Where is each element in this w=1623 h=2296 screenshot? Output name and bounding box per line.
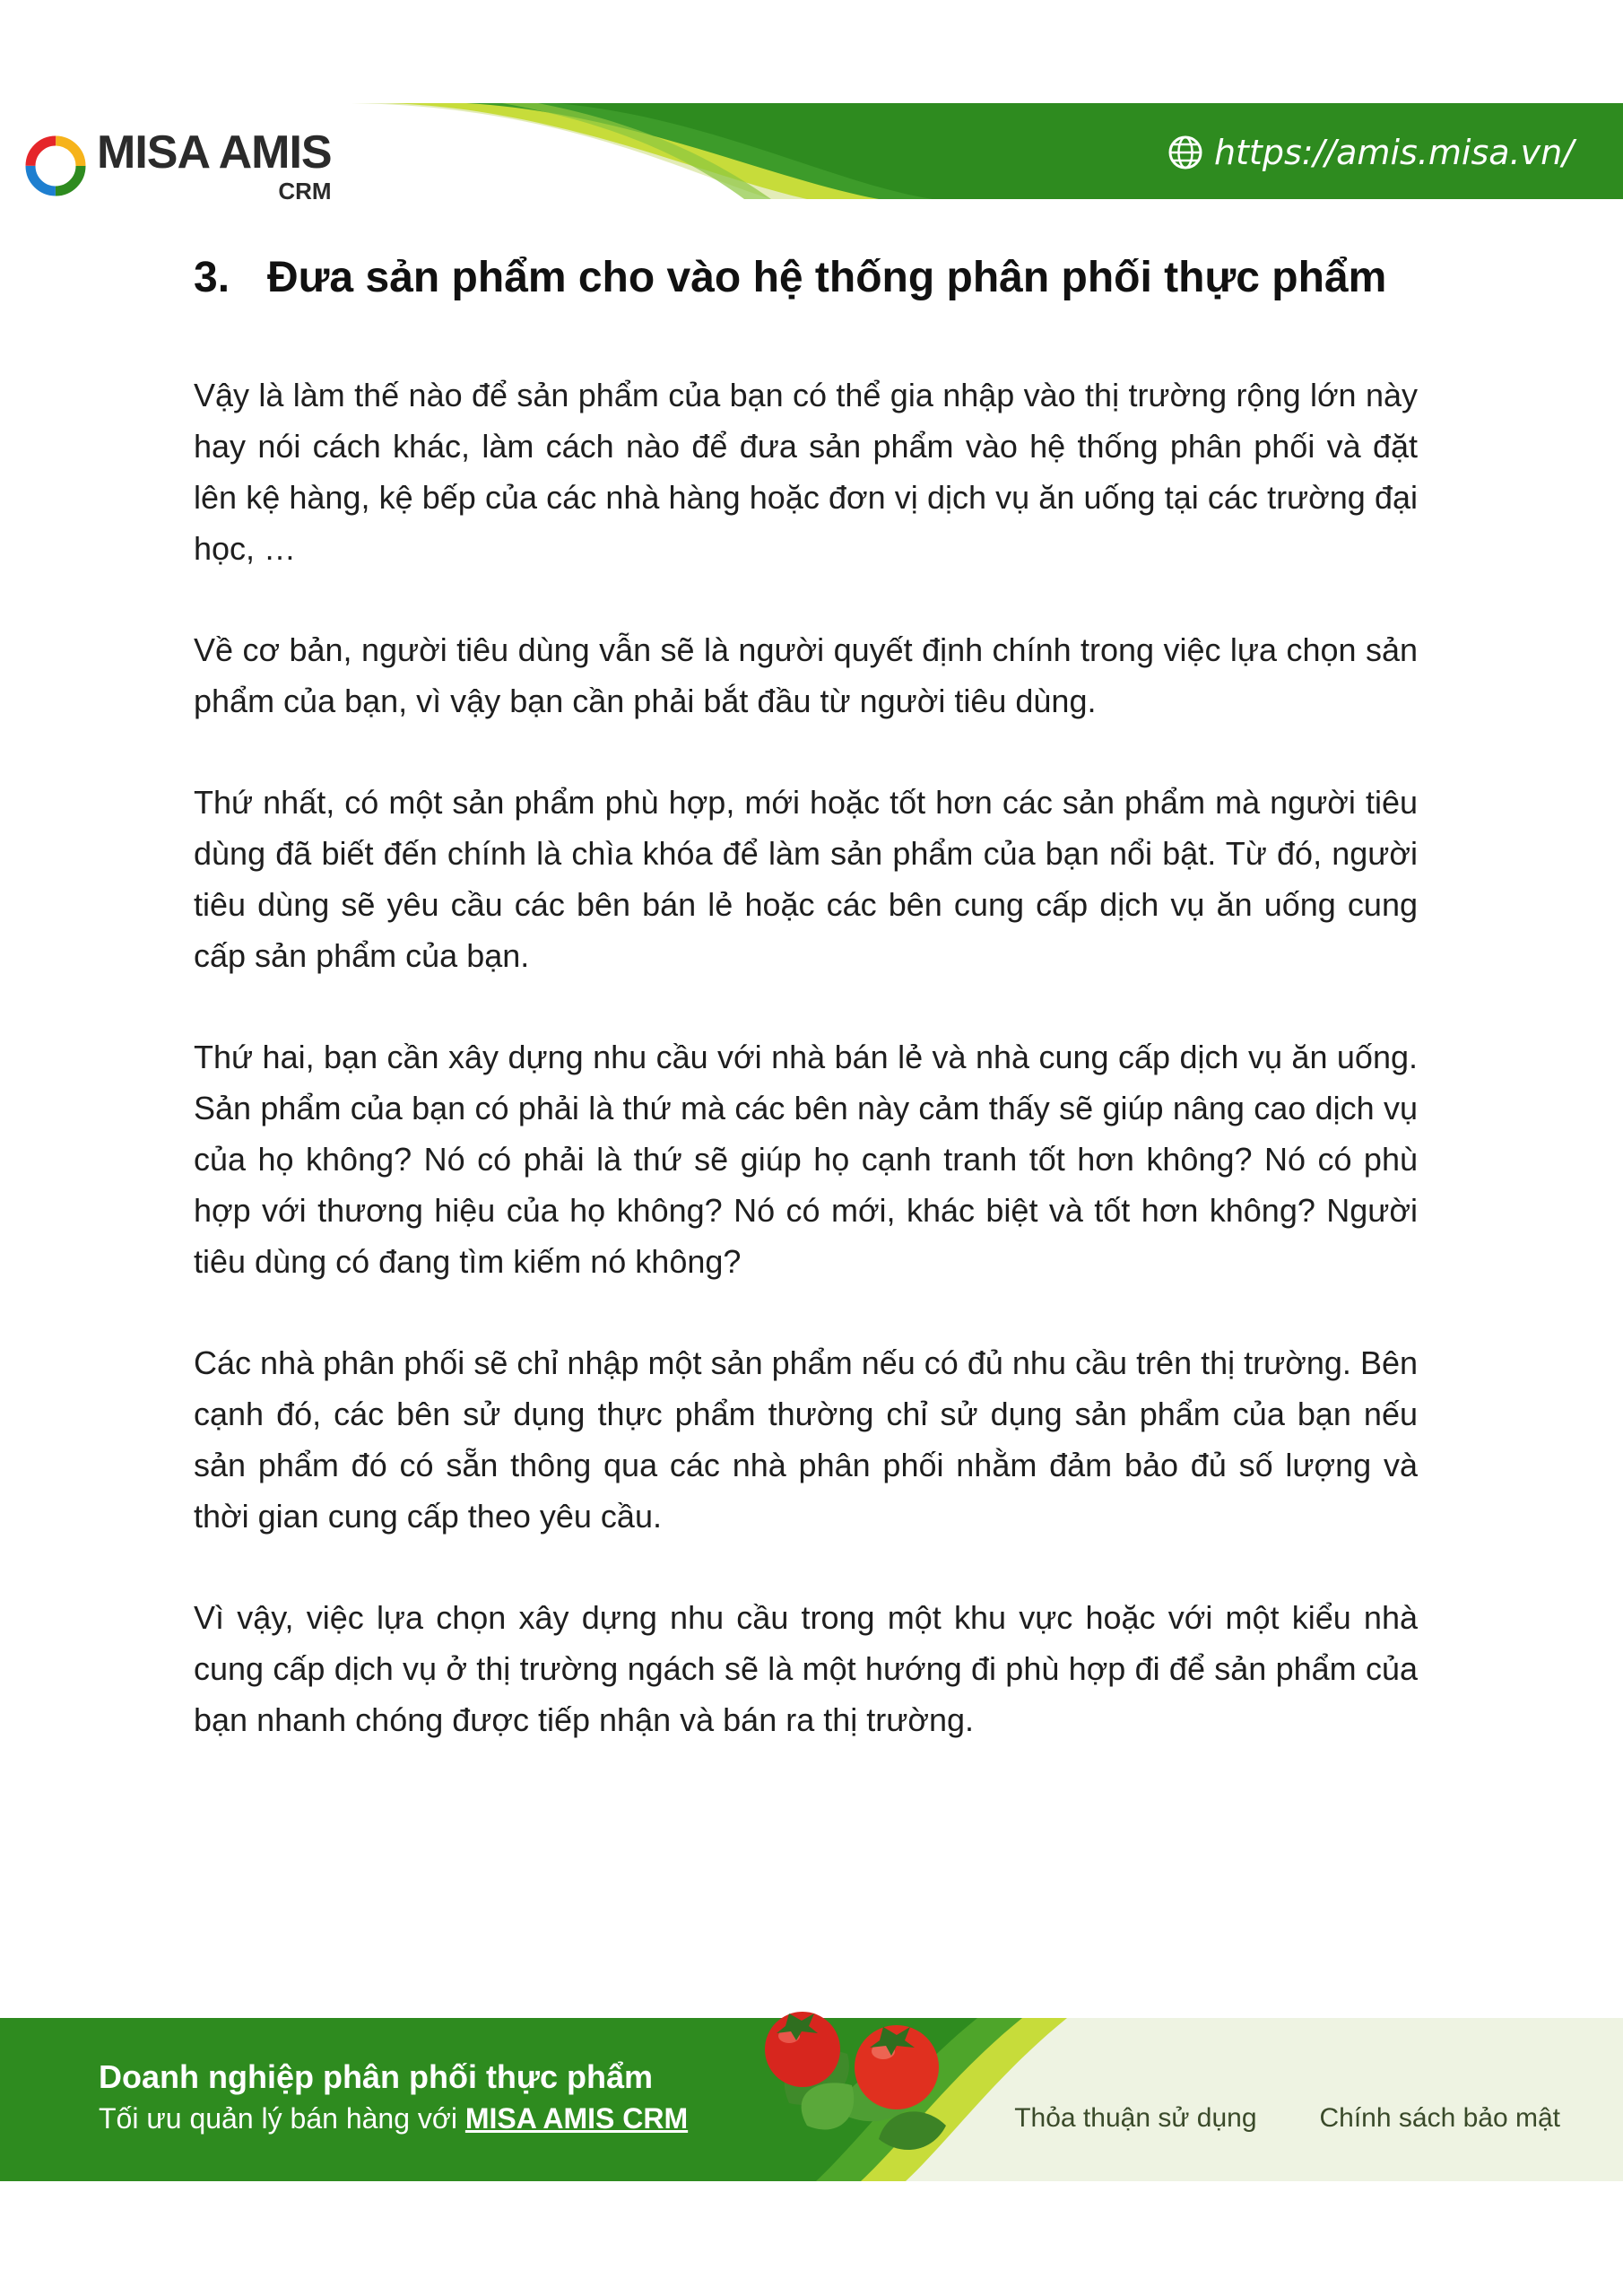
paragraph: Thứ hai, bạn cần xây dựng nhu cầu với nhà bán lẻ và nhà cung cấp dịch vụ ăn uống. Sản phẩm của bạn có phải là thứ mà các bên này cảm thấy sẽ giúp nâng cao dịch vụ của họ không? Nó có phải là thứ sẽ giúp họ cạnh tranh tốt hơn không? Nó có phù hợp với thương hiệu của họ không? Nó có mới, khác biệt và tốt hơn không? Người tiêu dùng có đang tìm kiếm nó không? [194,1039,1418,1280]
footer-title: Doanh nghiệp phân phối thực phẩm [99,2058,654,2095]
privacy-policy-link[interactable]: Chính sách bảo mật [1319,2103,1560,2133]
article-body [194,370,1418,1745]
section-heading [194,251,1418,305]
page-footer [0,1969,1623,2202]
section-number: 3. [194,254,230,301]
globe-icon [1167,135,1203,170]
footer-tagline [99,2098,688,2139]
footer-promo [99,2057,688,2139]
logo-brand-text: MISA AMIS [97,126,332,178]
section-title: Đưa sản phẩm cho vào hệ thống phân phối thực phẩm [267,254,1387,301]
website-url: https://amis.misa.vn/ [1213,133,1574,172]
misa-amis-logo[interactable] [23,126,332,204]
footer-tagline-text: Tối ưu quản lý bán hàng với [99,2102,465,2135]
misa-logo-icon [23,134,88,198]
misa-amis-crm-link[interactable]: MISA AMIS CRM [464,2102,689,2135]
terms-of-use-link[interactable]: Thỏa thuận sử dụng [1014,2103,1257,2133]
paragraph: Vì vậy, việc lựa chọn xây dựng nhu cầu trong một khu vực hoặc với một kiểu nhà cung cấp dịch vụ ở thị trường ngách sẽ là một hướng đi phù hợp đi để sản phẩm của bạn nhanh chóng được tiếp nhận và bán ra thị trường. [194,1599,1418,1738]
paragraph: Vậy là làm thế nào để sản phẩm của bạn có thể gia nhập vào thị trường rộng lớn này hay nói cách khác, làm cách nào để đưa sản phẩm vào hệ thống phân phối và đặt lên kệ hàng, kệ bếp của các nhà hàng hoặc đơn vị dịch vụ ăn uống tại các trường đại học, … [194,377,1418,567]
paragraph: Thứ nhất, có một sản phẩm phù hợp, mới hoặc tốt hơn các sản phẩm mà người tiêu dùng đã biết đến chính là chìa khóa để làm sản phẩm của bạn nổi bật. Từ đó, người tiêu dùng sẽ yêu cầu các bên bán lẻ hoặc các bên cung cấp dịch vụ ăn uống cung cấp sản phẩm của bạn. [194,784,1418,974]
website-link[interactable] [1167,133,1574,172]
paragraph: Các nhà phân phối sẽ chỉ nhập một sản phẩm nếu có đủ nhu cầu trên thị trường. Bên cạnh đó, các bên sử dụng thực phẩm thường chỉ sử dụng sản phẩm của bạn nếu sản phẩm đó có sẵn thông qua các nhà phân phối nhằm đảm bảo đủ số lượng và thời gian cung cấp theo yêu cầu. [194,1344,1418,1535]
page-header [0,0,1623,215]
footer-links [1014,2103,1560,2134]
main-content [194,251,1418,1796]
logo-product-text: CRM [278,178,332,204]
paragraph: Về cơ bản, người tiêu dùng vẫn sẽ là người quyết định chính trong việc lựa chọn sản phẩm của bạn, vì vậy bạn cần phải bắt đầu từ người tiêu dùng. [194,631,1418,719]
